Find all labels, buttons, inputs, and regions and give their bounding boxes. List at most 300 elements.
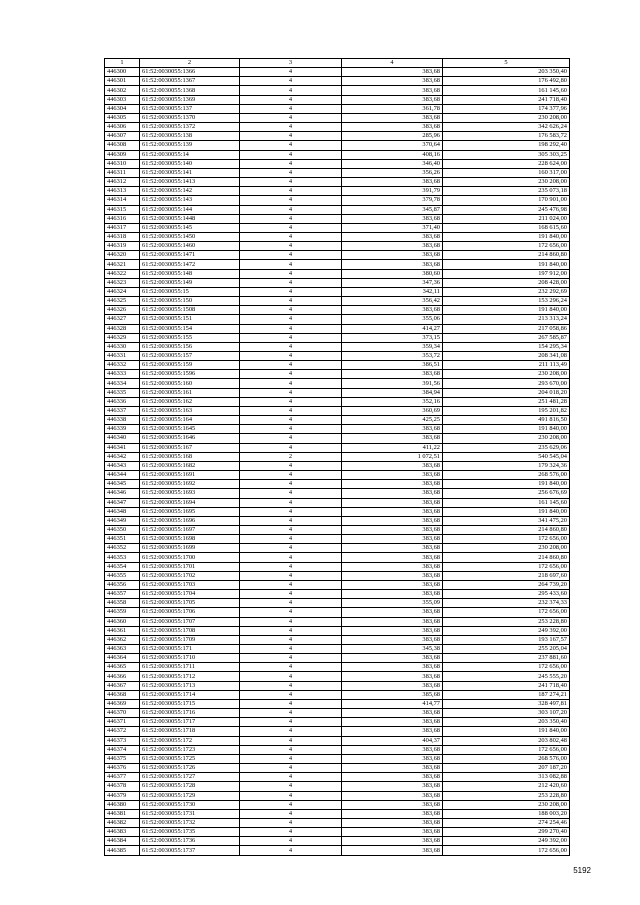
cell-number: 446306 [105,123,140,132]
cell-area: 383,68 [342,635,443,644]
cell-area: 383,68 [342,709,443,718]
cell-cadastral-number: 61:52:0030055:150 [140,297,240,306]
cell-cadastral-number: 61:52:0030055:1369 [140,95,240,104]
cell-number: 446303 [105,95,140,104]
cell-category: 4 [240,782,342,791]
cell-cadastral-number: 61:52:0030055:1701 [140,562,240,571]
cell-cadastral-number: 61:52:0030055:149 [140,278,240,287]
cell-number: 446343 [105,461,140,470]
cell-category: 4 [240,846,342,855]
cell-cadastral-number: 61:52:0030055:1372 [140,123,240,132]
cell-cadastral-number: 61:52:0030055:1709 [140,635,240,644]
cell-cadastral-number: 61:52:0030055:159 [140,361,240,370]
cell-number: 446363 [105,645,140,654]
cell-area: 383,68 [342,718,443,727]
cell-cadastral-number: 61:52:0030055:1736 [140,837,240,846]
cell-value: 172 656,00 [443,663,570,672]
table-row [105,681,570,690]
column-header-2: 2 [140,59,240,68]
cell-cadastral-number: 61:52:0030055:1471 [140,251,240,260]
table-row [105,791,570,800]
table-row [105,388,570,397]
table-row [105,370,570,379]
cell-number: 446315 [105,205,140,214]
cell-area: 383,68 [342,489,443,498]
cell-category: 4 [240,617,342,626]
table-row [105,516,570,525]
cell-area: 384,94 [342,388,443,397]
cell-value: 230 208,00 [443,370,570,379]
cell-category: 4 [240,800,342,809]
cell-number: 446350 [105,525,140,534]
cell-category: 4 [240,278,342,287]
cell-category: 4 [240,352,342,361]
cell-cadastral-number: 61:52:0030055:1413 [140,178,240,187]
cell-value: 195 201,82 [443,406,570,415]
cell-category: 4 [240,242,342,251]
table-row [105,690,570,699]
cell-number: 446366 [105,672,140,681]
cell-area: 383,68 [342,809,443,818]
table-row [105,223,570,232]
cell-number: 446380 [105,800,140,809]
table-row [105,471,570,480]
cell-cadastral-number: 61:52:0030055:1729 [140,791,240,800]
cell-area: 383,68 [342,617,443,626]
table-row [105,333,570,342]
cell-number: 446367 [105,681,140,690]
cell-cadastral-number: 61:52:0030055:1693 [140,489,240,498]
cell-category: 4 [240,599,342,608]
cell-number: 446316 [105,214,140,223]
cell-area: 383,68 [342,800,443,809]
cell-category: 4 [240,425,342,434]
cell-area: 383,68 [342,681,443,690]
cell-cadastral-number: 61:52:0030055:1710 [140,654,240,663]
cell-number: 446359 [105,608,140,617]
cell-category: 4 [240,663,342,672]
table-row [105,718,570,727]
cell-value: 197 912,00 [443,269,570,278]
cell-category: 4 [240,77,342,86]
column-header-4: 4 [342,59,443,68]
cell-value: 342 626,24 [443,123,570,132]
cell-cadastral-number: 61:52:0030055:1472 [140,260,240,269]
cell-cadastral-number: 61:52:0030055:167 [140,443,240,452]
cell-cadastral-number: 61:52:0030055:1728 [140,782,240,791]
cell-cadastral-number: 61:52:0030055:1706 [140,608,240,617]
cell-value: 268 576,00 [443,471,570,480]
cell-value: 160 317,00 [443,168,570,177]
table-row [105,260,570,269]
table-row [105,168,570,177]
cell-category: 4 [240,544,342,553]
cell-category: 4 [240,553,342,562]
cell-area: 385,68 [342,690,443,699]
cell-value: 204 018,20 [443,388,570,397]
table-row [105,187,570,196]
cell-value: 179 324,36 [443,461,570,470]
cell-area: 383,68 [342,306,443,315]
cell-cadastral-number: 61:52:0030055:1703 [140,580,240,589]
cell-number: 446382 [105,818,140,827]
cell-value: 214 860,80 [443,525,570,534]
cell-value: 241 718,40 [443,681,570,690]
cell-area: 383,68 [342,535,443,544]
cell-category: 4 [240,498,342,507]
cell-category: 4 [240,397,342,406]
cell-category: 4 [240,214,342,223]
cell-value: 214 860,80 [443,251,570,260]
cell-number: 446323 [105,278,140,287]
cell-value: 303 107,20 [443,709,570,718]
cell-cadastral-number: 61:52:0030055:156 [140,342,240,351]
cell-number: 446339 [105,425,140,434]
cell-value: 187 274,21 [443,690,570,699]
cell-number: 446385 [105,846,140,855]
cell-value: 207 187,20 [443,764,570,773]
table-row [105,77,570,86]
cell-number: 446352 [105,544,140,553]
table-row [105,553,570,562]
cell-value: 245 476,98 [443,205,570,214]
cell-cadastral-number: 61:52:0030055:1707 [140,617,240,626]
cell-area: 383,68 [342,516,443,525]
cell-cadastral-number: 61:52:0030055:1708 [140,626,240,635]
cell-area: 383,68 [342,727,443,736]
table-row [105,416,570,425]
cell-area: 383,68 [342,68,443,77]
cell-value: 249 392,00 [443,626,570,635]
cell-number: 446332 [105,361,140,370]
table-row [105,654,570,663]
table-row [105,800,570,809]
cell-category: 4 [240,297,342,306]
cell-value: 203 350,40 [443,718,570,727]
cell-category: 4 [240,535,342,544]
cell-value: 241 718,40 [443,95,570,104]
cell-number: 446311 [105,168,140,177]
cell-area: 383,68 [342,553,443,562]
cell-category: 4 [240,837,342,846]
cell-category: 4 [240,590,342,599]
table-row [105,205,570,214]
cell-value: 161 145,60 [443,498,570,507]
cell-number: 446384 [105,837,140,846]
cell-cadastral-number: 61:52:0030055:144 [140,205,240,214]
cell-number: 446375 [105,754,140,763]
cell-cadastral-number: 61:52:0030055:148 [140,269,240,278]
table-row [105,379,570,388]
cell-cadastral-number: 61:52:0030055:1366 [140,68,240,77]
cell-cadastral-number: 61:52:0030055:15 [140,287,240,296]
cell-number: 446320 [105,251,140,260]
cell-category: 4 [240,736,342,745]
cell-value: 176 492,80 [443,77,570,86]
cell-cadastral-number: 61:52:0030055:139 [140,141,240,150]
cell-area: 347,36 [342,278,443,287]
cell-value: 174 377,96 [443,104,570,113]
cell-category: 4 [240,699,342,708]
cell-value: 249 392,00 [443,837,570,846]
cell-area: 371,40 [342,223,443,232]
table-body [105,68,570,855]
cell-number: 446314 [105,196,140,205]
cell-area: 383,68 [342,86,443,95]
cell-area: 425,25 [342,416,443,425]
cell-number: 446383 [105,828,140,837]
cell-area: 383,68 [342,425,443,434]
cell-area: 373,15 [342,333,443,342]
cell-number: 446365 [105,663,140,672]
cell-area: 383,68 [342,232,443,241]
table-row [105,727,570,736]
cell-value: 235 629,06 [443,443,570,452]
table-row [105,352,570,361]
cell-cadastral-number: 61:52:0030055:151 [140,315,240,324]
cell-cadastral-number: 61:52:0030055:1737 [140,846,240,855]
cell-cadastral-number: 61:52:0030055:164 [140,416,240,425]
cell-category: 4 [240,196,342,205]
cell-cadastral-number: 61:52:0030055:163 [140,406,240,415]
cell-value: 313 082,88 [443,773,570,782]
cell-value: 251 481,28 [443,397,570,406]
cell-cadastral-number: 61:52:0030055:1715 [140,699,240,708]
cell-cadastral-number: 61:52:0030055:1705 [140,599,240,608]
cell-category: 4 [240,287,342,296]
cell-number: 446341 [105,443,140,452]
cell-number: 446300 [105,68,140,77]
cell-area: 355,09 [342,599,443,608]
cell-category: 4 [240,818,342,827]
cell-category: 4 [240,745,342,754]
cell-category: 4 [240,727,342,736]
cell-cadastral-number: 61:52:0030055:1695 [140,507,240,516]
cell-area: 1 072,51 [342,452,443,461]
cell-area: 386,51 [342,361,443,370]
cell-cadastral-number: 61:52:0030055:1682 [140,461,240,470]
cell-value: 305 303,25 [443,150,570,159]
cell-number: 446376 [105,764,140,773]
cell-category: 4 [240,150,342,159]
cell-category: 4 [240,416,342,425]
cell-area: 383,68 [342,580,443,589]
cell-cadastral-number: 61:52:0030055:1718 [140,727,240,736]
cell-value: 328 497,81 [443,699,570,708]
table-row [105,397,570,406]
cell-number: 446327 [105,315,140,324]
cell-area: 383,68 [342,846,443,855]
cell-cadastral-number: 61:52:0030055:1711 [140,663,240,672]
cell-area: 383,68 [342,525,443,534]
table-row [105,635,570,644]
cell-area: 355,06 [342,315,443,324]
table-row [105,590,570,599]
cell-category: 4 [240,461,342,470]
cell-cadastral-number: 61:52:0030055:1735 [140,828,240,837]
cell-cadastral-number: 61:52:0030055:171 [140,645,240,654]
cell-number: 446305 [105,113,140,122]
cell-category: 4 [240,132,342,141]
cell-cadastral-number: 61:52:0030055:1646 [140,434,240,443]
cell-category: 4 [240,718,342,727]
cell-cadastral-number: 61:52:0030055:1697 [140,525,240,534]
cell-number: 446329 [105,333,140,342]
table-row [105,782,570,791]
cell-value: 203 802,48 [443,736,570,745]
cell-value: 232 374,33 [443,599,570,608]
cell-cadastral-number: 61:52:0030055:1694 [140,498,240,507]
cell-value: 211 024,00 [443,214,570,223]
cell-cadastral-number: 61:52:0030055:1645 [140,425,240,434]
cell-area: 359,34 [342,342,443,351]
cell-area: 414,77 [342,699,443,708]
cell-number: 446345 [105,480,140,489]
table-row [105,571,570,580]
cell-value: 154 295,34 [443,342,570,351]
cell-category: 4 [240,178,342,187]
cell-number: 446317 [105,223,140,232]
cell-area: 383,68 [342,77,443,86]
table-row [105,480,570,489]
cell-number: 446346 [105,489,140,498]
cell-number: 446302 [105,86,140,95]
cell-area: 383,68 [342,773,443,782]
cell-area: 356,42 [342,297,443,306]
cell-value: 172 656,00 [443,562,570,571]
table-row [105,754,570,763]
cell-area: 383,68 [342,498,443,507]
cell-area: 342,11 [342,287,443,296]
cell-category: 4 [240,516,342,525]
cell-area: 383,68 [342,626,443,635]
cell-number: 446340 [105,434,140,443]
cell-area: 345,87 [342,205,443,214]
cell-cadastral-number: 61:52:0030055:157 [140,352,240,361]
cell-cadastral-number: 61:52:0030055:1596 [140,370,240,379]
cell-category: 4 [240,159,342,168]
cell-area: 383,68 [342,242,443,251]
cell-category: 4 [240,709,342,718]
column-header-1: 1 [105,59,140,68]
cell-cadastral-number: 61:52:0030055:1731 [140,809,240,818]
cell-category: 4 [240,562,342,571]
table-row [105,672,570,681]
cell-value: 230 208,00 [443,544,570,553]
table-row [105,617,570,626]
cell-cadastral-number: 61:52:0030055:1368 [140,86,240,95]
table-row [105,361,570,370]
cell-value: 172 656,00 [443,535,570,544]
cell-category: 4 [240,379,342,388]
cell-number: 446324 [105,287,140,296]
table-row [105,626,570,635]
table-row [105,544,570,553]
cell-cadastral-number: 61:52:0030055:1460 [140,242,240,251]
cell-value: 208 428,00 [443,278,570,287]
cell-value: 237 881,60 [443,654,570,663]
cell-number: 446378 [105,782,140,791]
cell-category: 2 [240,452,342,461]
cell-cadastral-number: 61:52:0030055:1370 [140,113,240,122]
cell-cadastral-number: 61:52:0030055:172 [140,736,240,745]
cell-area: 353,72 [342,352,443,361]
cell-value: 191 840,00 [443,727,570,736]
cell-number: 446336 [105,397,140,406]
cell-cadastral-number: 61:52:0030055:141 [140,168,240,177]
cell-area: 411,22 [342,443,443,452]
cell-value: 264 739,20 [443,580,570,589]
cell-area: 370,64 [342,141,443,150]
cell-cadastral-number: 61:52:0030055:1714 [140,690,240,699]
table-row [105,251,570,260]
table-row [105,132,570,141]
cell-category: 4 [240,388,342,397]
table-row [105,86,570,95]
cell-cadastral-number: 61:52:0030055:1704 [140,590,240,599]
cell-category: 4 [240,809,342,818]
cell-value: 230 208,00 [443,434,570,443]
cell-cadastral-number: 61:52:0030055:1691 [140,471,240,480]
cell-area: 380,60 [342,269,443,278]
table-row [105,773,570,782]
table-row [105,278,570,287]
table-header-row [105,59,570,68]
cell-value: 268 576,00 [443,754,570,763]
cell-category: 4 [240,260,342,269]
table-row [105,645,570,654]
cell-category: 4 [240,86,342,95]
table-row [105,342,570,351]
cell-area: 383,68 [342,837,443,846]
cell-cadastral-number: 61:52:0030055:1448 [140,214,240,223]
cell-cadastral-number: 61:52:0030055:154 [140,324,240,333]
table-row [105,434,570,443]
cell-value: 228 624,00 [443,159,570,168]
cell-area: 383,68 [342,471,443,480]
cell-cadastral-number: 61:52:0030055:1699 [140,544,240,553]
cell-number: 446337 [105,406,140,415]
cell-number: 446377 [105,773,140,782]
cell-number: 446321 [105,260,140,269]
cell-number: 446353 [105,553,140,562]
cell-cadastral-number: 61:52:0030055:1717 [140,718,240,727]
cell-area: 345,38 [342,645,443,654]
cell-number: 446308 [105,141,140,150]
cell-number: 446304 [105,104,140,113]
cell-number: 446362 [105,635,140,644]
cell-number: 446326 [105,306,140,315]
cell-cadastral-number: 61:52:0030055:1696 [140,516,240,525]
cell-value: 176 583,72 [443,132,570,141]
cell-category: 4 [240,764,342,773]
cell-number: 446368 [105,690,140,699]
cell-area: 383,68 [342,113,443,122]
cell-value: 255 205,04 [443,645,570,654]
cell-cadastral-number: 61:52:0030055:155 [140,333,240,342]
cell-value: 153 296,24 [443,297,570,306]
cell-area: 383,68 [342,178,443,187]
cell-value: 161 145,60 [443,86,570,95]
table-row [105,809,570,818]
cell-area: 414,27 [342,324,443,333]
cell-value: 245 555,20 [443,672,570,681]
cell-category: 4 [240,489,342,498]
cell-area: 391,56 [342,379,443,388]
table-row [105,242,570,251]
cell-area: 404,37 [342,736,443,745]
cell-category: 4 [240,68,342,77]
